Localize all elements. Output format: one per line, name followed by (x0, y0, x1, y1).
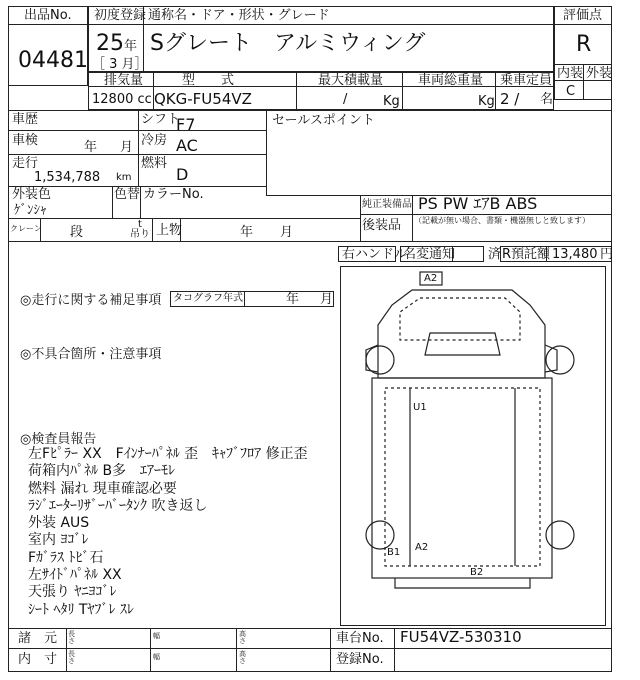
lot-number: 04481 (18, 48, 88, 73)
load-value: / (343, 92, 348, 107)
crane-hook: 吊り (130, 229, 150, 240)
footer-col-4 (330, 628, 331, 672)
fuel-value: D (176, 165, 189, 184)
mark-b2: B2 (470, 567, 484, 578)
aftermarket-label: 後装品 (362, 218, 402, 233)
lot-label: 出品No. (24, 8, 72, 23)
report-line: 天張り ﾔﾆﾖｺﾞﾚ (28, 584, 117, 601)
aftermarket-note: （記載が無い場合、書類・機器無しと致します） (414, 216, 590, 225)
exterior-label: 外装 (586, 66, 613, 81)
tacho-label: タコグラフ年式 (173, 293, 243, 304)
chassis-number: FU54VZ-530310 (400, 628, 522, 646)
fuel-label: 燃料 (141, 156, 168, 171)
report-line: 左Fﾋﾟﾗｰ XX Fｲﾝﾅｰﾊﾟﾈﾙ 歪 ｷｬﾌﾞﾌﾛｱ 修正歪 (28, 446, 308, 462)
deposit-yen: 円 (600, 247, 614, 262)
gross-unit: Kg (478, 94, 495, 109)
model-code: QKG-FU54VZ (154, 90, 252, 108)
mark-a2-top: A2 (424, 273, 438, 284)
mileage-value: 1,534,788 (34, 170, 101, 185)
reg-year: 25 (96, 31, 124, 56)
model-name: Sグレート アルミウィング (150, 31, 426, 56)
report-line: ﾗｼﾞｴｰﾀｰﾘｻﾞｰﾊﾞｰﾀﾝｸ 吹き返し (28, 497, 208, 514)
report-line: 燃料 漏れ 現車確認必要 (28, 480, 177, 497)
footer-col-3 (236, 628, 237, 672)
report-label: ◎検査員報告 (20, 432, 97, 447)
displacement-value: 12800 cc (92, 92, 152, 107)
inspection-label: 車検 (12, 133, 39, 148)
color-no-label: カラーNo. (143, 187, 204, 202)
mileage-unit: km (116, 172, 132, 183)
wheel-rear-left (366, 521, 394, 549)
name-change-label: 名変通知 (403, 247, 456, 262)
name-label: 通称名・ドア・形状・グレード (148, 8, 330, 23)
deposit-value: 13,480 (552, 247, 598, 262)
color-label: 外装色 (12, 187, 52, 202)
footer-col-1 (66, 628, 67, 672)
cab-inner (400, 298, 520, 340)
height-label-2: 高さ (239, 650, 246, 666)
crane-ton: t (138, 219, 142, 230)
dims-label: 諸 元 (18, 631, 58, 646)
inspection-year: 年 (84, 140, 98, 155)
gross-label: 車両総重量 (418, 73, 484, 88)
report-line: Fｶﾞﾗｽ ﾄﾋﾞ石 (28, 549, 104, 566)
mark-u1: U1 (413, 402, 427, 413)
report-line: ｼｰﾄ ﾍﾀﾘ Tﾔﾌﾞﾚ ｽﾚ (28, 601, 134, 618)
width-label-2: 幅 (153, 653, 160, 661)
handle-value: 右ハンドル (342, 247, 408, 262)
footer-col-2 (150, 628, 151, 672)
inner-dims-label: 内 寸 (18, 652, 58, 667)
tacho-month: 月 (320, 292, 334, 307)
upper-label: 上物 (156, 223, 183, 238)
reg-month: ［ 3 月］ (92, 57, 148, 72)
report-line: 外装 AUS (28, 515, 90, 532)
color-value: ｹﾞﾝｼｬ (14, 203, 47, 218)
standard-label: 純正装備品 (362, 199, 412, 210)
shift-label: シフト (141, 112, 181, 127)
wheel-rear-right (546, 521, 574, 549)
model-code-label: 型 式 (182, 73, 235, 88)
rear-bumper (395, 578, 530, 588)
reg-year-unit: 年 (124, 39, 138, 54)
cargo-inner (385, 388, 540, 566)
report-line: 室内 ﾖｺﾞﾚ (28, 532, 89, 549)
chassis-label: 車台No. (336, 631, 384, 646)
length-label-2: 長さ (68, 650, 75, 666)
inspection-month: 月 (120, 140, 134, 155)
wheel-front-left (366, 346, 394, 374)
ac-label: 冷房 (141, 133, 168, 148)
report-line: 左ｻｲﾄﾞﾊﾟﾈﾙ XX (28, 567, 122, 584)
recycle-label: 済 (488, 247, 502, 262)
crane-stage: 段 (70, 225, 84, 240)
defects-label: ◎不具合箇所・注意事項 (20, 347, 162, 362)
shift-value: F7 (176, 115, 196, 134)
length-label: 長さ (68, 630, 75, 646)
tacho-year: 年 (286, 292, 300, 307)
capacity-value: 2 / (500, 90, 520, 108)
capacity-unit: 名 (540, 92, 554, 107)
history-label: 車歴 (12, 112, 39, 127)
wheel-front-right (546, 346, 574, 374)
mark-b1: B1 (387, 547, 401, 558)
interior-grade: C (566, 84, 576, 99)
grade-value: R (576, 32, 592, 57)
ac-value: AC (176, 136, 198, 155)
color-change-label: 色替 (114, 187, 141, 202)
footer-mid (8, 648, 612, 649)
mark-a2-bottom: A2 (415, 542, 429, 553)
footer-col-5 (394, 628, 395, 672)
report-line: 荷箱内ﾊﾟﾈﾙ B多 ｴｱｰﾓﾚ (28, 463, 176, 480)
reg-no-label: 登録No. (336, 652, 384, 667)
width-label: 幅 (153, 632, 160, 640)
interior-label: 内装 (557, 66, 584, 81)
reg-label: 初度登録 (94, 8, 147, 23)
load-label: 最大積載量 (318, 73, 384, 88)
upper-year: 年 (240, 225, 254, 240)
driving-notes-label: ◎走行に関する補足事項 (20, 293, 162, 308)
sales-label: セールスポイント (272, 113, 375, 128)
upper-month: 月 (280, 225, 294, 240)
load-unit: Kg (383, 94, 400, 109)
cab-windshield (425, 333, 500, 355)
grade-label: 評価点 (563, 8, 603, 23)
displacement-label: 排気量 (104, 73, 144, 88)
height-label: 高さ (239, 630, 246, 646)
crane-label: クレーン (10, 224, 42, 233)
mileage-label: 走行 (12, 156, 39, 171)
capacity-label: 乗車定員 (500, 73, 553, 88)
standard-items: PS PW ｴｱB ABS (418, 194, 538, 213)
deposit-label: R預託額 (502, 247, 551, 262)
